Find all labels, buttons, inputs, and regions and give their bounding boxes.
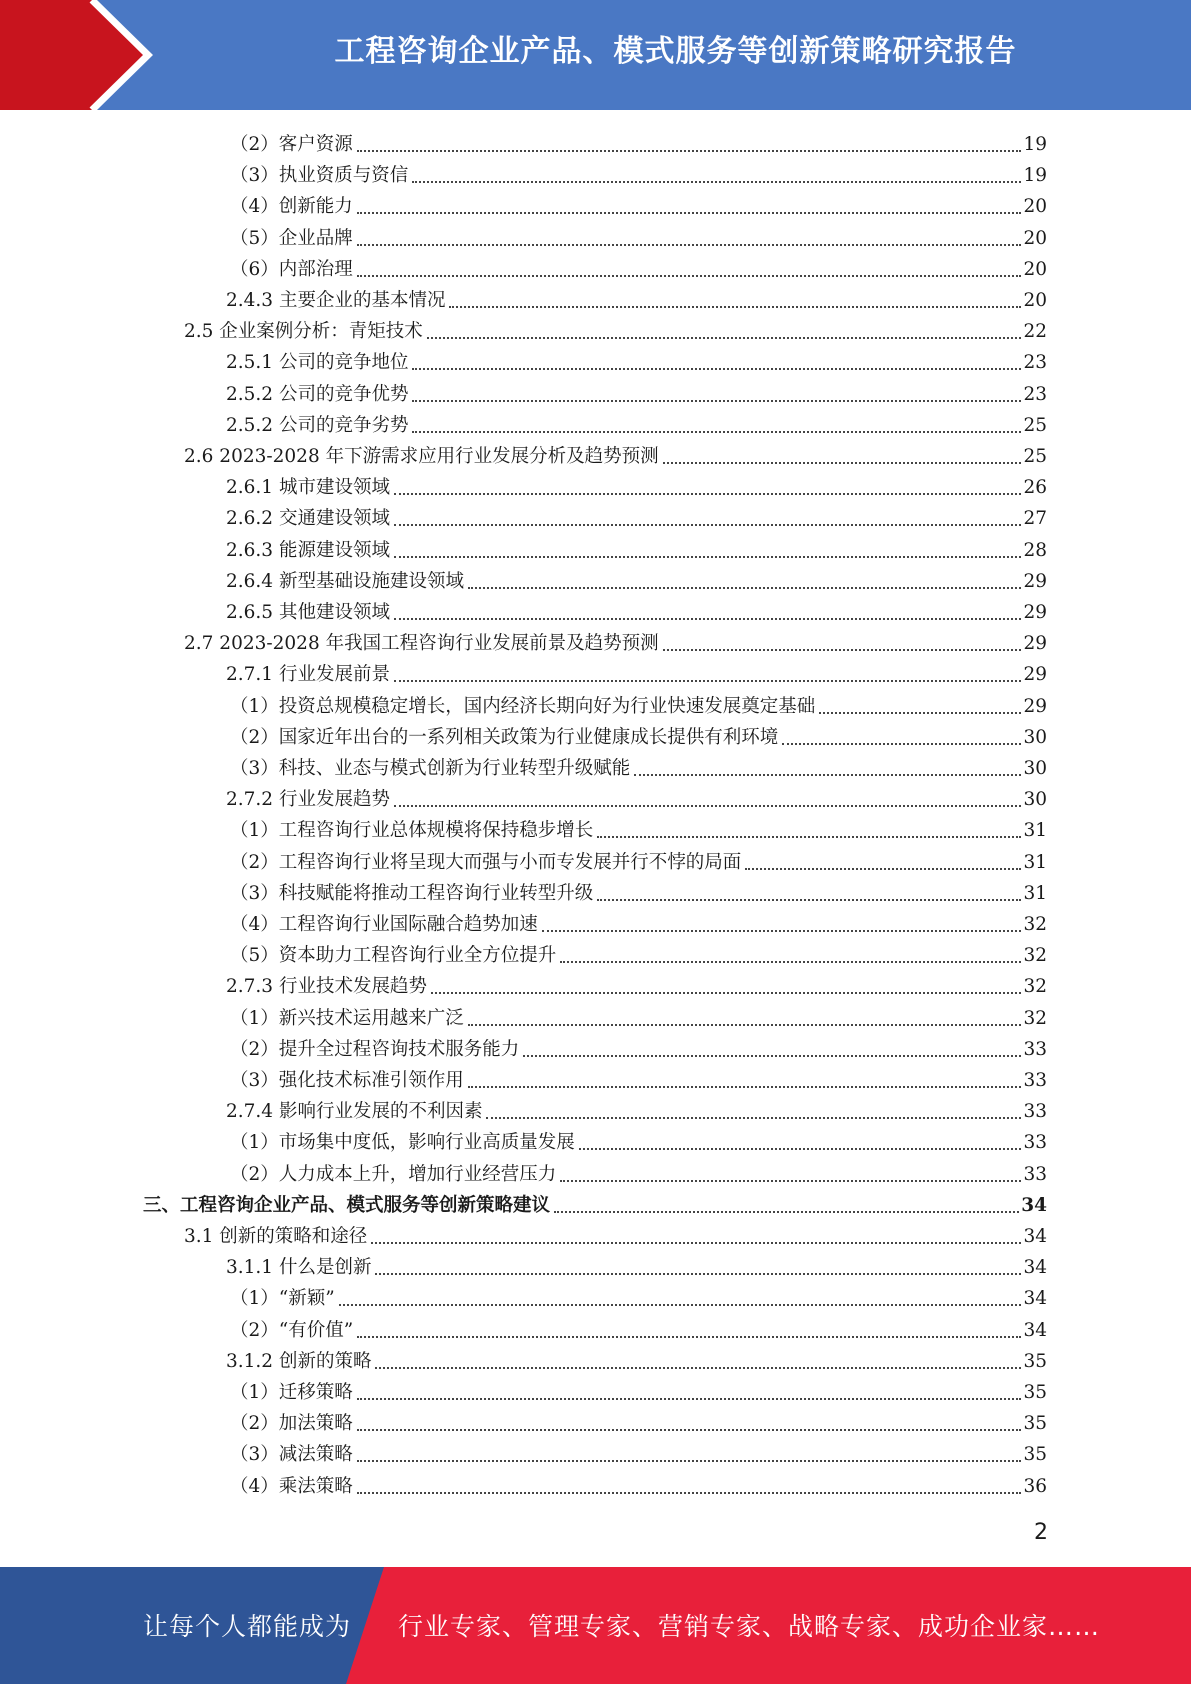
toc-entry-title: （2）人力成本上升，增加行业经营压力 bbox=[230, 1163, 557, 1185]
toc-dot-leader bbox=[394, 493, 1021, 495]
toc-entry-title: （5）企业品牌 bbox=[230, 227, 353, 249]
toc-entry[interactable] bbox=[226, 968, 1047, 999]
toc-entry-page: 35 bbox=[1023, 1382, 1047, 1403]
toc-entry-page: 29 bbox=[1023, 633, 1047, 655]
toc-entry-page: 35 bbox=[1023, 1444, 1047, 1466]
toc-entry[interactable] bbox=[184, 438, 1047, 469]
toc-entry-title: （3）强化技术标准引领作用 bbox=[230, 1070, 464, 1091]
toc-entry[interactable] bbox=[226, 407, 1047, 438]
toc-entry-page: 20 bbox=[1023, 258, 1047, 280]
toc-dot-leader bbox=[634, 774, 1021, 776]
toc-entry-title: （3）科技、业态与模式创新为行业转型升级赋能 bbox=[230, 758, 631, 779]
toc-entry[interactable] bbox=[230, 1374, 1047, 1405]
toc-entry-title: （2）加法策略 bbox=[230, 1413, 353, 1435]
toc-dot-leader bbox=[375, 1273, 1021, 1275]
toc-entry-page: 32 bbox=[1023, 976, 1047, 998]
toc-entry-title: （4）工程咨询行业国际融合趋势加速 bbox=[230, 914, 538, 935]
toc-entry-page: 29 bbox=[1023, 570, 1047, 592]
page-number: 2 bbox=[1034, 1520, 1048, 1545]
toc-entry-title: 2.6 2023-2028 年下游需求应用行业发展分析及趋势预测 bbox=[184, 446, 659, 467]
toc-entry-title: （2）客户资源 bbox=[230, 134, 353, 155]
toc-entry[interactable] bbox=[230, 157, 1047, 188]
toc-dot-leader bbox=[357, 212, 1022, 214]
toc-entry[interactable] bbox=[230, 875, 1047, 906]
toc-dot-leader bbox=[427, 337, 1022, 339]
toc-entry[interactable] bbox=[226, 1093, 1047, 1124]
toc-entry[interactable] bbox=[230, 1280, 1047, 1311]
toc-entry-page: 25 bbox=[1023, 446, 1047, 467]
toc-entry[interactable] bbox=[226, 1249, 1047, 1280]
toc-entry-page: 20 bbox=[1023, 196, 1047, 218]
toc-entry[interactable] bbox=[230, 1312, 1047, 1343]
toc-entry-page: 33 bbox=[1023, 1101, 1047, 1123]
toc-entry[interactable] bbox=[226, 500, 1047, 531]
toc-dot-leader bbox=[357, 244, 1022, 246]
toc-entry[interactable] bbox=[226, 469, 1047, 500]
toc-entry-title: （5）资本助力工程咨询行业全方位提升 bbox=[230, 945, 557, 967]
toc-entry-page: 26 bbox=[1023, 477, 1047, 499]
toc-dot-leader bbox=[357, 1460, 1022, 1462]
toc-entry-title: 2.6.2 交通建设领域 bbox=[226, 508, 390, 530]
toc-entry-page: 33 bbox=[1023, 1038, 1047, 1060]
toc-entry[interactable] bbox=[230, 750, 1047, 781]
toc-entry-title: 2.5.1 公司的竞争地位 bbox=[226, 352, 409, 374]
toc-entry[interactable] bbox=[230, 844, 1047, 875]
toc-entry-title: 2.6.1 城市建设领域 bbox=[226, 477, 390, 499]
toc-entry-page: 35 bbox=[1023, 1350, 1047, 1372]
toc-entry[interactable] bbox=[143, 1187, 1047, 1218]
toc-entry-page: 30 bbox=[1023, 726, 1047, 748]
toc-entry-title: 2.6.5 其他建设领域 bbox=[226, 602, 390, 623]
toc-entry-page: 32 bbox=[1023, 1007, 1047, 1029]
toc-dot-leader bbox=[523, 1055, 1021, 1057]
toc-dot-leader bbox=[375, 1367, 1021, 1369]
toc-dot-leader bbox=[357, 1398, 1022, 1400]
toc-entry[interactable] bbox=[184, 313, 1047, 344]
toc-dot-leader bbox=[745, 868, 1021, 870]
toc-dot-leader bbox=[782, 743, 1021, 745]
toc-entry-title: 3.1.2 创新的策略 bbox=[226, 1350, 372, 1372]
toc-dot-leader bbox=[371, 1242, 1021, 1244]
toc-entry-title: （2）国家近年出台的一系列相关政策为行业健康成长提供有利环境 bbox=[230, 726, 779, 748]
toc-dot-leader bbox=[357, 1429, 1022, 1431]
toc-dot-leader bbox=[819, 712, 1021, 714]
toc-dot-leader bbox=[468, 1024, 1022, 1026]
toc-entry[interactable] bbox=[230, 719, 1047, 750]
toc-dot-leader bbox=[412, 431, 1021, 433]
toc-entry-title: （4）乘法策略 bbox=[230, 1475, 353, 1497]
toc-entry-page: 22 bbox=[1023, 321, 1047, 343]
footer-tagline: 行业专家、管理专家、营销专家、战略专家、成功企业家…… bbox=[398, 1612, 1101, 1641]
toc-entry-title: （1）新兴技术运用越来广泛 bbox=[230, 1007, 464, 1029]
toc-entry-page: 20 bbox=[1023, 290, 1047, 311]
toc-entry[interactable] bbox=[230, 937, 1047, 968]
toc-dot-leader bbox=[542, 930, 1022, 932]
toc-entry[interactable] bbox=[230, 1468, 1047, 1499]
toc-entry-page: 34 bbox=[1023, 1319, 1047, 1341]
toc-entry[interactable] bbox=[184, 1218, 1047, 1249]
toc-entry-page: 30 bbox=[1023, 758, 1047, 779]
toc-dot-leader bbox=[412, 181, 1021, 183]
toc-entry[interactable] bbox=[230, 812, 1047, 843]
toc-dot-leader bbox=[579, 1148, 1022, 1150]
toc-dot-leader bbox=[449, 306, 1021, 308]
toc-entry-title: （3）减法策略 bbox=[230, 1444, 353, 1466]
toc-dot-leader bbox=[468, 587, 1021, 589]
toc-entry-page: 32 bbox=[1023, 914, 1047, 935]
footer-slogan: 让每个人都能成为 bbox=[143, 1612, 352, 1641]
toc-entry-page: 33 bbox=[1023, 1132, 1047, 1154]
toc-dot-leader bbox=[663, 649, 1022, 651]
page-header bbox=[0, 0, 1191, 110]
toc-entry[interactable] bbox=[226, 656, 1047, 687]
toc-dot-leader bbox=[357, 150, 1022, 152]
toc-dot-leader bbox=[357, 1492, 1022, 1494]
toc-entry-page: 27 bbox=[1023, 508, 1047, 530]
toc-entry[interactable] bbox=[230, 1156, 1047, 1187]
toc-entry[interactable] bbox=[226, 563, 1047, 594]
toc-entry-title: 2.5.2 公司的竞争优势 bbox=[226, 383, 409, 405]
toc-entry-page: 34 bbox=[1023, 1257, 1047, 1279]
toc-entry-title: 3.1 创新的策略和途径 bbox=[184, 1226, 368, 1247]
toc-entry-page: 31 bbox=[1023, 820, 1047, 842]
toc-entry-title: 3.1.1 什么是创新 bbox=[226, 1257, 372, 1279]
toc-dot-leader bbox=[554, 1211, 1019, 1213]
toc-entry[interactable] bbox=[230, 1124, 1047, 1155]
toc-entry-title: （1）市场集中度低，影响行业高质量发展 bbox=[230, 1132, 575, 1154]
toc-entry-title: 2.4.3 主要企业的基本情况 bbox=[226, 290, 446, 311]
toc-entry-title: （4）创新能力 bbox=[230, 196, 353, 218]
toc-dot-leader bbox=[412, 400, 1021, 402]
toc-entry[interactable] bbox=[184, 625, 1047, 656]
toc-entry-page: 19 bbox=[1023, 165, 1047, 187]
toc-entry-title: （1）“新颖” bbox=[230, 1288, 335, 1310]
toc-entry[interactable] bbox=[226, 781, 1047, 812]
toc-dot-leader bbox=[394, 618, 1021, 620]
toc-dot-leader bbox=[560, 1180, 1021, 1182]
toc-entry-title: （2）“有价值” bbox=[230, 1319, 354, 1341]
toc-entry[interactable] bbox=[226, 282, 1047, 313]
toc-entry-page: 29 bbox=[1023, 602, 1047, 623]
toc-entry-title: 2.6.4 新型基础设施建设领域 bbox=[226, 570, 464, 592]
toc-entry[interactable] bbox=[230, 1062, 1047, 1093]
toc-entry-page: 34 bbox=[1023, 1288, 1047, 1310]
page-footer bbox=[0, 1567, 1191, 1684]
toc-entry-title: （1）迁移策略 bbox=[230, 1382, 353, 1403]
toc-entry[interactable] bbox=[230, 688, 1047, 719]
toc-entry-page: 32 bbox=[1023, 945, 1047, 967]
toc-entry-title: （2）工程咨询行业将呈现大而强与小而专发展并行不悖的局面 bbox=[230, 851, 742, 873]
toc-entry[interactable] bbox=[230, 188, 1047, 219]
toc-entry-title: （2）提升全过程咨询技术服务能力 bbox=[230, 1038, 520, 1060]
toc-entry[interactable] bbox=[230, 251, 1047, 282]
toc-entry[interactable] bbox=[226, 376, 1047, 407]
toc-entry-page: 20 bbox=[1023, 227, 1047, 249]
toc-dot-leader bbox=[394, 556, 1021, 558]
toc-dot-leader bbox=[357, 1336, 1021, 1338]
toc-entry-page: 33 bbox=[1023, 1070, 1047, 1091]
toc-entry-page: 29 bbox=[1023, 664, 1047, 686]
toc-entry-page: 33 bbox=[1023, 1163, 1047, 1185]
toc-entry-page: 34 bbox=[1023, 1226, 1047, 1247]
toc-entry-page: 31 bbox=[1023, 851, 1047, 873]
toc-dot-leader bbox=[339, 1304, 1022, 1306]
toc-entry[interactable] bbox=[230, 220, 1047, 251]
toc-dot-leader bbox=[394, 680, 1021, 682]
toc-dot-leader bbox=[412, 368, 1021, 370]
toc-entry[interactable] bbox=[226, 532, 1047, 563]
toc-dot-leader bbox=[394, 524, 1021, 526]
toc-entry-title: 2.7.4 影响行业发展的不利因素 bbox=[226, 1101, 483, 1123]
toc-entry-title: 2.5 企业案例分析：青矩技术 bbox=[184, 321, 423, 343]
toc-entry-page: 28 bbox=[1023, 539, 1047, 561]
toc-entry[interactable] bbox=[230, 906, 1047, 937]
toc-entry-title: （1）工程咨询行业总体规模将保持稳步增长 bbox=[230, 820, 594, 842]
toc-dot-leader bbox=[468, 1086, 1022, 1088]
toc-entry[interactable] bbox=[226, 1343, 1047, 1374]
toc-dot-leader bbox=[357, 275, 1022, 277]
toc-dot-leader bbox=[560, 961, 1021, 963]
toc-entry[interactable] bbox=[230, 1000, 1047, 1031]
toc-entry-page: 30 bbox=[1023, 789, 1047, 811]
toc-entry-page: 23 bbox=[1023, 352, 1047, 374]
toc-entry-page: 31 bbox=[1023, 882, 1047, 904]
toc-entry[interactable] bbox=[230, 1031, 1047, 1062]
toc-dot-leader bbox=[394, 805, 1021, 807]
toc-entry[interactable] bbox=[230, 1436, 1047, 1467]
toc-dot-leader bbox=[486, 1117, 1021, 1119]
toc-entry-title: （1）投资总规模稳定增长，国内经济长期向好为行业快速发展奠定基础 bbox=[230, 695, 816, 717]
report-title: 工程咨询企业产品、模式服务等创新策略研究报告 bbox=[334, 34, 1017, 69]
toc-dot-leader bbox=[431, 992, 1021, 994]
toc-entry-title: 2.7 2023-2028 年我国工程咨询行业发展前景及趋势预测 bbox=[184, 633, 659, 655]
toc-entry[interactable] bbox=[230, 126, 1047, 157]
toc-entry-title: 2.6.3 能源建设领域 bbox=[226, 539, 390, 561]
toc-dot-leader bbox=[663, 462, 1022, 464]
toc-entry-page: 19 bbox=[1023, 134, 1047, 155]
toc-entry-title: 2.7.2 行业发展趋势 bbox=[226, 789, 390, 811]
toc-entry-title: （6）内部治理 bbox=[230, 258, 353, 280]
toc-entry-page: 29 bbox=[1023, 695, 1047, 717]
toc-entry-title: 三、工程咨询企业产品、模式服务等创新策略建议 bbox=[143, 1194, 551, 1216]
toc-entry-title: （3）执业资质与资信 bbox=[230, 165, 409, 187]
toc-entry-page: 25 bbox=[1023, 414, 1047, 436]
toc-entry-page: 34 bbox=[1021, 1194, 1047, 1216]
toc-dot-leader bbox=[597, 899, 1021, 901]
toc-entry-title: 2.7.3 行业技术发展趋势 bbox=[226, 976, 427, 998]
toc-entry-page: 23 bbox=[1023, 383, 1047, 405]
toc-dot-leader bbox=[597, 836, 1021, 838]
toc-entry-page: 35 bbox=[1023, 1413, 1047, 1435]
toc-entry[interactable] bbox=[226, 344, 1047, 375]
toc-entry[interactable] bbox=[226, 594, 1047, 625]
toc-entry-page: 36 bbox=[1023, 1475, 1047, 1497]
toc-entry[interactable] bbox=[230, 1405, 1047, 1436]
header-chevron-decoration bbox=[0, 0, 160, 110]
toc-entry-title: 2.7.1 行业发展前景 bbox=[226, 664, 390, 686]
toc-entry-title: （3）科技赋能将推动工程咨询行业转型升级 bbox=[230, 882, 594, 904]
toc-entry-title: 2.5.2 公司的竞争劣势 bbox=[226, 414, 409, 436]
